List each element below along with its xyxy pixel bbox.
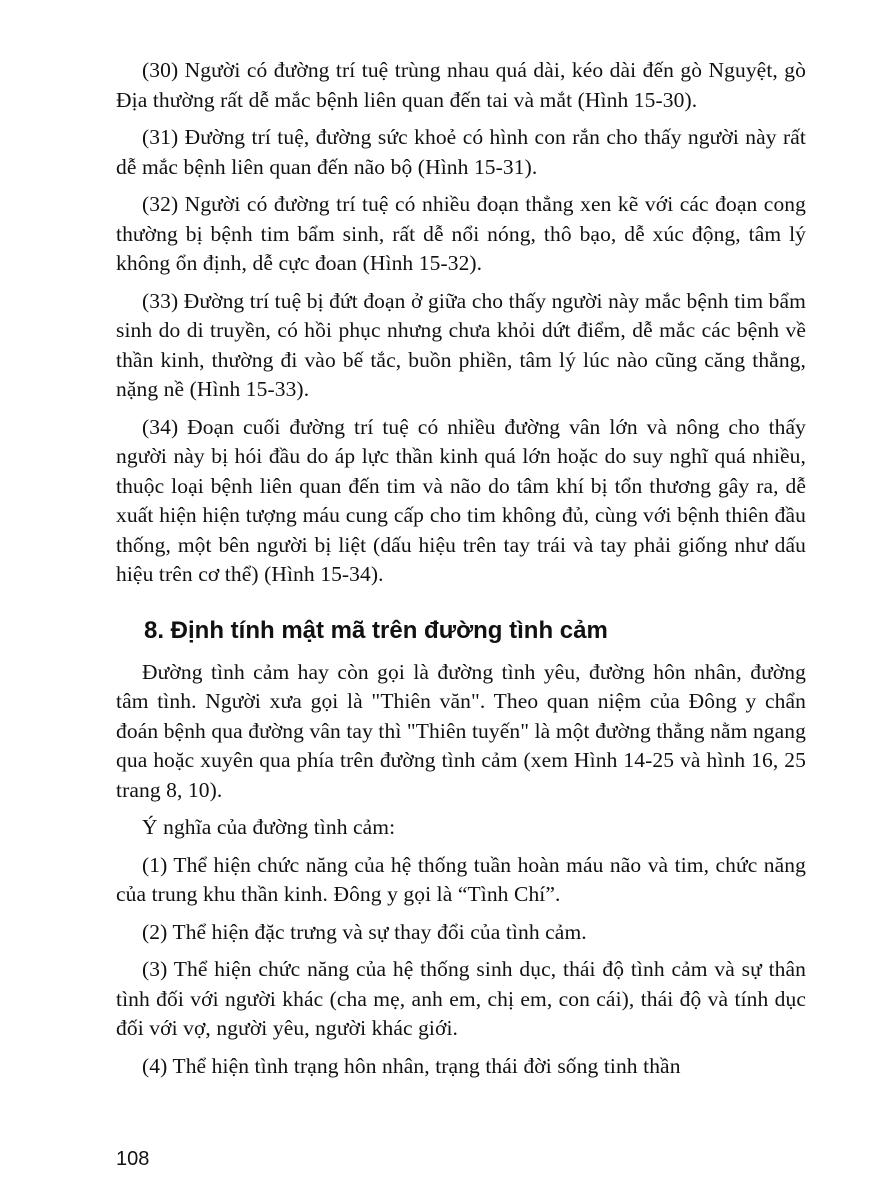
paragraph-meaning-1: (1) Thể hiện chức năng của hệ thống tuần hoàn máu não và tim, chức năng của trung khu thần kinh. Đông y gọi là “Tình Chí”. bbox=[116, 852, 806, 906]
page-number: 108 bbox=[116, 1148, 150, 1170]
paragraph-meaning-title: Ý nghĩa của đường tình cảm: bbox=[142, 815, 396, 839]
section-heading: 8. Định tính mật mã trên đường tình cảm bbox=[144, 616, 608, 644]
paragraph-32: (32) Người có đường trí tuệ có nhiều đoạn thẳng xen kẽ với các đoạn cong thường bị bệnh tim bẩm sinh, rất dễ nổi nóng, thô bạo, dễ xúc động, tâm lý không ổn định, dễ cực đoan (Hình 15-32). bbox=[116, 192, 806, 275]
paragraph-intro: Đường tình cảm hay còn gọi là đường tình yêu, đường hôn nhân, đường tâm tình. Người xưa gọi là "Thiên văn". Theo quan niệm của Đông y chẩn đoán bệnh qua đường vân tay thì "Thiên tuyến" là một đường thẳng nằm ngang qua hoặc xuyên qua phía trên đường tình cảm (xem Hình 14-25 và hình 16, 25 trang 8, 10). bbox=[116, 659, 806, 802]
paragraph-30: (30) Người có đường trí tuệ trùng nhau quá dài, kéo dài đến gò Nguyệt, gò Địa thường rất dễ mắc bệnh liên quan đến tai và mắt (Hình 15-30). bbox=[116, 58, 806, 112]
paragraph-34: (34) Đoạn cuối đường trí tuệ có nhiều đường vân lớn và nông cho thấy người này bị hói đầu do áp lực thần kinh quá lớn hoặc do suy nghĩ quá nhiều, thuộc loại bệnh liên quan đến tim và não do tâm khí bị tổn thương gây ra, dễ xuất hiện hiện tượng máu cung cấp cho tim không đủ, cùng với bệnh thiên đầu thống, một bên người bị liệt (dấu hiệu trên tay trái và tay phải giống như dấu hiệu trên cơ thể) (Hình 15-34). bbox=[116, 414, 806, 586]
paragraph-meaning-2: (2) Thể hiện đặc trưng và sự thay đổi của tình cảm. bbox=[142, 919, 587, 944]
paragraph-33: (33) Đường trí tuệ bị đứt đoạn ở giữa cho thấy người này mắc bệnh tim bẩm sinh do di truyền, có hồi phục nhưng chưa khỏi dứt điểm, dễ mắc các bệnh về thần kinh, thường đi vào bế tắc, buồn phiền, tâm lý lúc nào cũng căng thẳng, nặng nề (Hình 15-33). bbox=[116, 288, 806, 401]
paragraph-meaning-4: (4) Thể hiện tình trạng hôn nhân, trạng thái đời sống tinh thần bbox=[142, 1053, 681, 1078]
paragraph-meaning-3: (3) Thể hiện chức năng của hệ thống sinh dục, thái độ tình cảm và sự thân tình đối với người khác (cha mẹ, anh em, chị em, con cái), thái độ và tính dục đối với vợ, người yêu, người khác giới. bbox=[116, 957, 806, 1040]
paragraph-31: (31) Đường trí tuệ, đường sức khoẻ có hình con rắn cho thấy người này rất dễ mắc bệnh liên quan đến não bộ (Hình 15-31). bbox=[116, 125, 806, 179]
page-content bbox=[116, 56, 806, 1089]
